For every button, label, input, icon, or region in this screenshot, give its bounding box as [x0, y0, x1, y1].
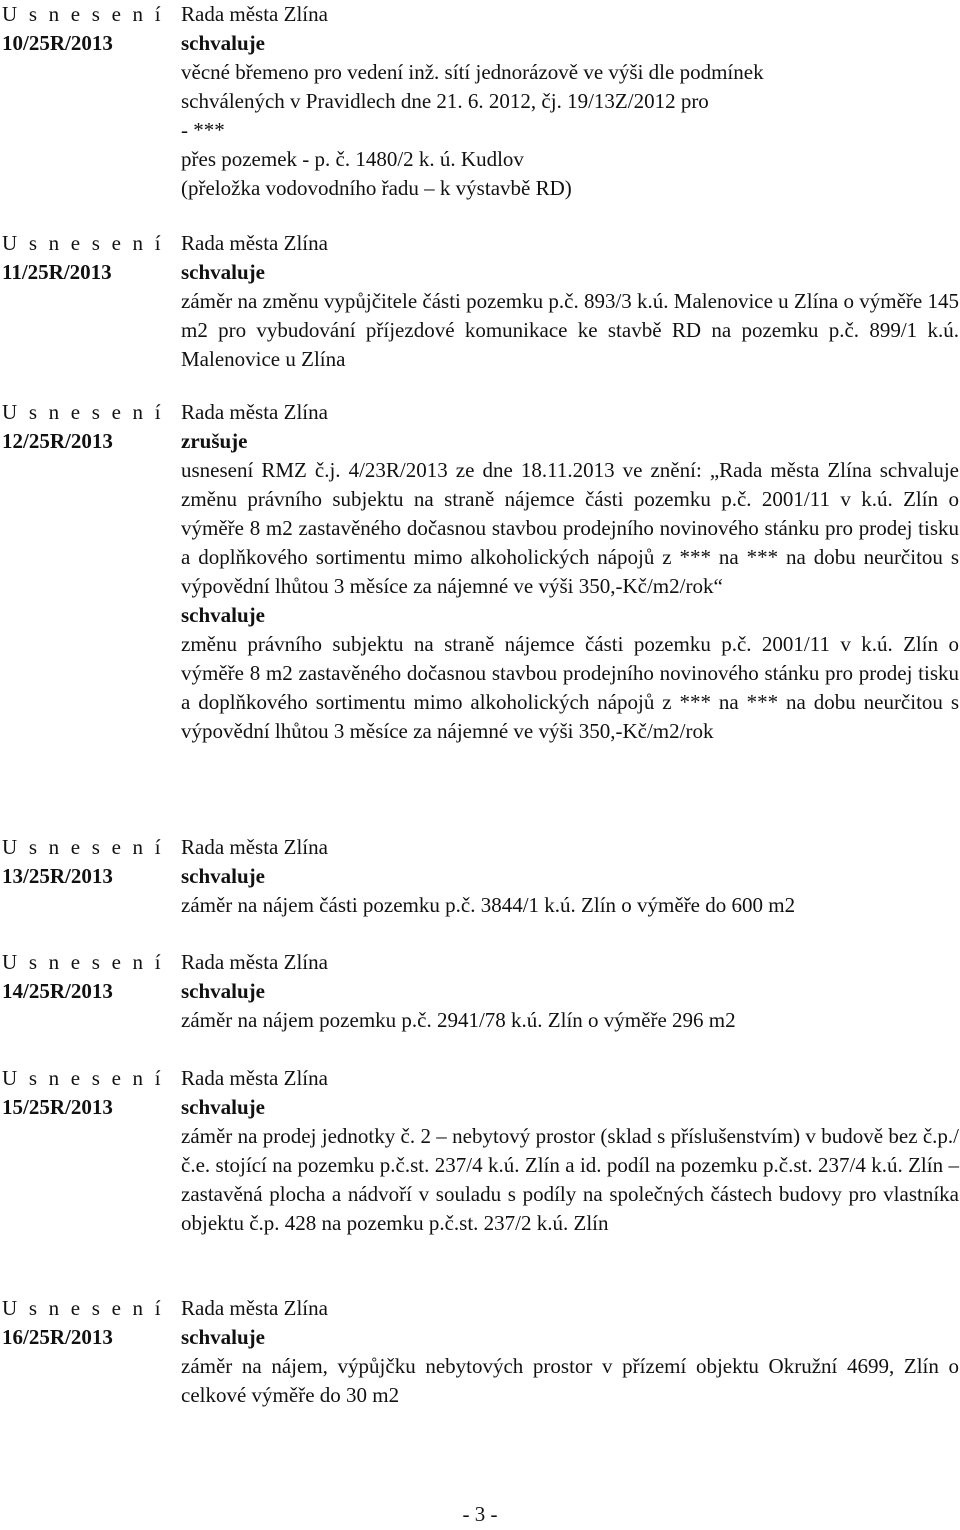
issuing-body: Rada města Zlína	[181, 400, 328, 424]
decision-verb-secondary: schvaluje	[181, 603, 265, 627]
decision-verb: schvaluje	[181, 979, 265, 1003]
resolution-body	[181, 0, 959, 203]
resolution-number: 10/25R/2013	[2, 31, 113, 55]
resolution-label	[2, 1064, 172, 1122]
resolution-word: U s n e s e n í	[2, 1296, 164, 1320]
resolution-label	[2, 229, 172, 287]
resolution-word: U s n e s e n í	[2, 835, 164, 859]
resolution-word: U s n e s e n í	[2, 950, 164, 974]
resolution-text: záměr na nájem části pozemku p.č. 3844/1 k.ú. Zlín o výměře do 600 m2	[181, 893, 796, 917]
decision-verb: schvaluje	[181, 1325, 265, 1349]
resolution-word: U s n e s e n í	[2, 400, 164, 424]
resolution-number: 16/25R/2013	[2, 1325, 113, 1349]
resolution-number: 14/25R/2013	[2, 979, 113, 1003]
issuing-body: Rada města Zlína	[181, 950, 328, 974]
issuing-body: Rada města Zlína	[181, 2, 328, 26]
resolution-text: usnesení RMZ č.j. 4/23R/2013 ze dne 18.11.2013 ve znění: „Rada města Zlína schvaluje změnu právního subjektu na straně nájemce části pozemku p.č. 2001/11 v k.ú. Zlín o výměře 8 m2 zastavěného dočasnou stavbou prodejního novinového stánku pro prodej tisku a doplňkového sortimentu mimo alkoholických nápojů z *** na *** na dobu neurčitou s výpovědní lhůtou 3 měsíce za nájemné ve výši 350,-Kč/m2/rok“	[181, 458, 959, 598]
resolution-text: záměr na nájem, výpůjčku nebytových prostor v přízemí objektu Okružní 4699, Zlín o celkové výměře do 30 m2	[181, 1354, 959, 1407]
text-line: věcné břemeno pro vedení inž. sítí jednorázově ve výši dle podmínek	[181, 60, 764, 84]
text-line: (přeložka vodovodního řadu – k výstavbě RD)	[181, 176, 572, 200]
resolution-text: záměr na nájem pozemku p.č. 2941/78 k.ú. Zlín o výměře 296 m2	[181, 1008, 736, 1032]
resolution-text: záměr na změnu vypůjčitele části pozemku p.č. 893/3 k.ú. Malenovice u Zlína o výměře 145 m2 pro vybudování příjezdové komunikace ke stavbě RD na pozemku p.č. 899/1 k.ú. Malenovice u Zlína	[181, 289, 959, 371]
issuing-body: Rada města Zlína	[181, 835, 328, 859]
resolution-body	[181, 1294, 959, 1410]
resolution-body	[181, 398, 959, 746]
resolution-word: U s n e s e n í	[2, 1066, 164, 1090]
resolution-number: 15/25R/2013	[2, 1095, 113, 1119]
issuing-body: Rada města Zlína	[181, 1066, 328, 1090]
resolution-label	[2, 833, 172, 891]
resolution-text-secondary: změnu právního subjektu na straně nájemce části pozemku p.č. 2001/11 v k.ú. Zlín o výměře 8 m2 zastavěného dočasnou stavbou prodejního novinového stánku pro prodej tisku a doplňkového sortimentu mimo alkoholických nápojů z *** na *** na dobu neurčitou s výpovědní lhůtou 3 měsíce za nájemné ve výši 350,-Kč/m2/rok	[181, 632, 959, 743]
text-line: schválených v Pravidlech dne 21. 6. 2012, čj. 19/13Z/2012 pro	[181, 89, 709, 113]
resolution-word: U s n e s e n í	[2, 2, 164, 26]
text-line: přes pozemek - p. č. 1480/2 k. ú. Kudlov	[181, 147, 524, 171]
resolution-label	[2, 1294, 172, 1352]
decision-verb: schvaluje	[181, 31, 265, 55]
text-line: - ***	[181, 118, 225, 142]
decision-verb: schvaluje	[181, 864, 265, 888]
issuing-body: Rada města Zlína	[181, 231, 328, 255]
resolution-label	[2, 948, 172, 1006]
resolution-body	[181, 833, 959, 920]
decision-verb: schvaluje	[181, 1095, 265, 1119]
resolution-number: 11/25R/2013	[2, 260, 112, 284]
resolution-body	[181, 948, 959, 1035]
resolution-number: 13/25R/2013	[2, 864, 113, 888]
issuing-body: Rada města Zlína	[181, 1296, 328, 1320]
resolution-body	[181, 229, 959, 374]
resolution-label	[2, 398, 172, 456]
resolution-word: U s n e s e n í	[2, 231, 164, 255]
resolution-body	[181, 1064, 959, 1238]
resolution-number: 12/25R/2013	[2, 429, 113, 453]
page-number: - 3 -	[462, 1502, 498, 1526]
decision-verb: schvaluje	[181, 260, 265, 284]
resolution-label	[2, 0, 172, 58]
decision-verb: zrušuje	[181, 429, 248, 453]
resolution-text: záměr na prodej jednotky č. 2 – nebytový prostor (sklad s příslušenstvím) v budově bez č.p./č.e. stojící na pozemku p.č.st. 237/4 k.ú. Zlín a id. podíl na pozemku p.č.st. 237/4 k.ú. Zlín – zastavěná plocha a nádvoří v souladu s podíly na společných částech budovy pro vlastníka objektu č.p. 428 na pozemku p.č.st. 237/2 k.ú. Zlín	[181, 1124, 959, 1235]
